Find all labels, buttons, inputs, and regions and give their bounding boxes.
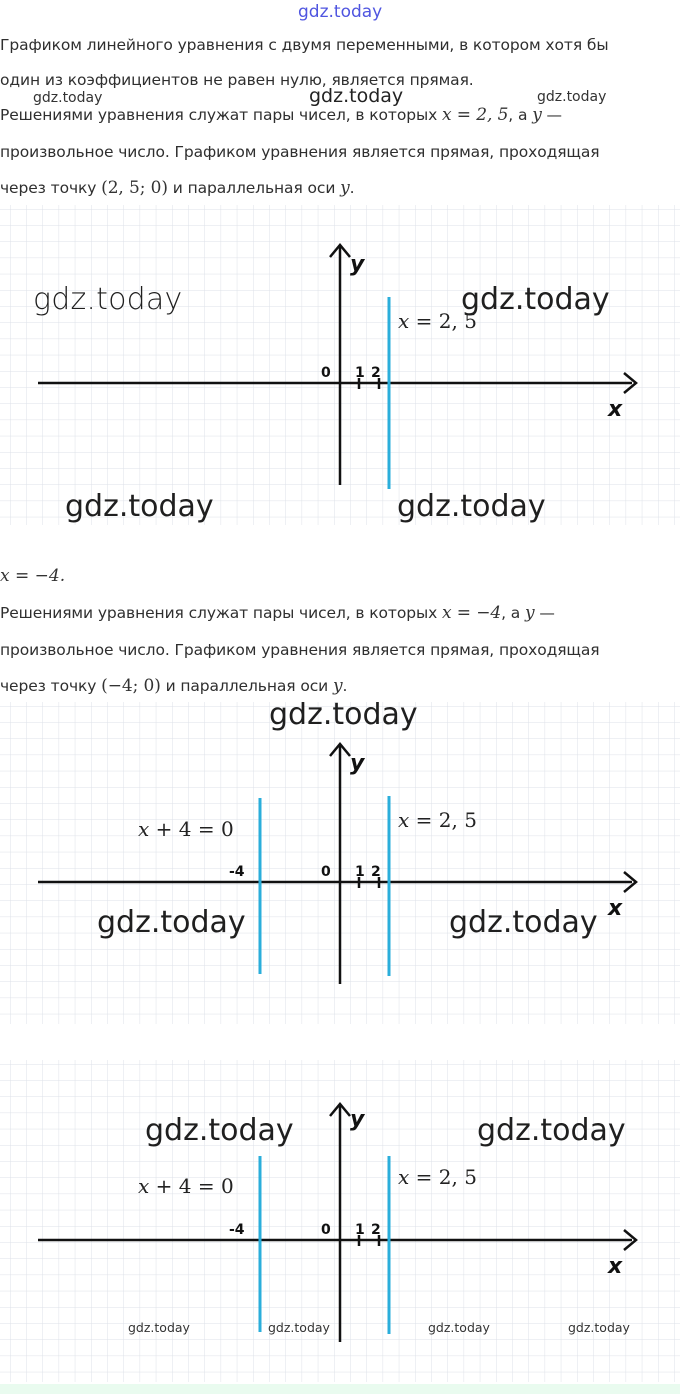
- text-run: —: [546, 106, 562, 124]
- eq-var: x: [398, 808, 410, 832]
- y-axis-label: y: [350, 252, 365, 277]
- watermark-text: gdz.today: [461, 282, 610, 317]
- tick-neg4-label: -4: [229, 1222, 245, 1238]
- eq-var: x: [398, 1165, 410, 1189]
- watermark-text: gdz.today: [97, 905, 246, 940]
- y-axis-label: y: [350, 1107, 365, 1132]
- graph-two-lines-repeat: [0, 1060, 680, 1382]
- origin-label: 0: [321, 864, 331, 880]
- paragraph-line: [0, 676, 347, 696]
- tick-neg4-label: -4: [229, 864, 245, 880]
- origin-label: 0: [321, 365, 331, 381]
- paragraph-line: Графиком линейного уравнения с двумя переменными, в котором хотя бы: [0, 36, 609, 54]
- eq-rest: = 2, 5: [409, 808, 477, 832]
- math-variable: y: [525, 603, 535, 623]
- watermark-text: gdz.today: [33, 90, 103, 106]
- tick-1-label: 1: [355, 1222, 365, 1238]
- paragraph-line: произвольное число. Графиком уравнения является прямая, проходящая: [0, 143, 600, 161]
- eq-var: x: [138, 817, 150, 841]
- watermark-text: gdz.today: [568, 1320, 630, 1335]
- tick-2-label: 2: [371, 864, 381, 880]
- paragraph-line: [0, 603, 555, 623]
- bottom-band: [0, 1384, 680, 1394]
- math-variable: y: [332, 676, 343, 696]
- equation-label: [398, 808, 477, 832]
- text-run: через точку: [0, 179, 97, 197]
- eq-rest: = 2, 5: [409, 309, 477, 333]
- tick-2-label: 2: [371, 365, 381, 381]
- math-variable: y: [340, 178, 350, 198]
- text-run: , а: [508, 106, 528, 124]
- watermark-text: gdz.today: [477, 1113, 626, 1148]
- watermark-text: gdz.today: [428, 1320, 490, 1335]
- graph-two-lines: [0, 702, 680, 1024]
- tick-1-label: 1: [355, 864, 365, 880]
- eq-var: x: [138, 1174, 150, 1198]
- text-run: Решениями уравнения служат пары чисел, в которых: [0, 604, 438, 622]
- graph-x-2-5: [0, 205, 680, 525]
- site-watermark: gdz.today: [298, 2, 383, 22]
- watermark-text: gdz.today: [449, 905, 598, 940]
- math-expression: x = −4: [442, 603, 502, 623]
- watermark-text: gdz.today: [128, 1320, 190, 1335]
- paragraph-line: один из коэффициентов не равен нулю, является прямая.: [0, 71, 474, 89]
- watermark-text: gdz.today: [309, 85, 404, 107]
- watermark-text: gdz.today: [537, 89, 607, 105]
- watermark-text: gdz.today: [397, 489, 546, 524]
- math-expression: (−4; 0): [101, 676, 161, 696]
- equation-label: [138, 1174, 234, 1198]
- paragraph-line: [0, 105, 562, 125]
- paragraph-line: [0, 178, 354, 198]
- text-run: , а: [501, 604, 521, 622]
- math-expression: x = 2, 5: [442, 105, 509, 125]
- watermark-text: gdz.today: [65, 489, 214, 524]
- text-run: и параллельная оси: [165, 677, 329, 695]
- equation-heading: x = −4.: [0, 566, 66, 586]
- text-run: .: [342, 677, 348, 695]
- text-run: Решениями уравнения служат пары чисел, в которых: [0, 106, 438, 124]
- text-run: —: [539, 604, 555, 622]
- watermark-text: gdz.today: [268, 1320, 330, 1335]
- y-axis-label: y: [350, 751, 365, 776]
- watermark-text: gdz.today: [33, 282, 183, 317]
- eq-rest: + 4 = 0: [149, 1174, 234, 1198]
- x-axis-label: x: [608, 1254, 623, 1279]
- text-run: и параллельная оси: [172, 179, 336, 197]
- tick-2-label: 2: [371, 1222, 381, 1238]
- paragraph-line: произвольное число. Графиком уравнения является прямая, проходящая: [0, 641, 600, 659]
- x-axis-label: x: [608, 896, 623, 921]
- origin-label: 0: [321, 1222, 331, 1238]
- math-expression: (2, 5; 0): [101, 178, 168, 198]
- text-run: .: [349, 179, 355, 197]
- watermark-text: gdz.today: [269, 702, 418, 732]
- tick-1-label: 1: [355, 365, 365, 381]
- eq-rest: + 4 = 0: [149, 817, 234, 841]
- equation-label: [398, 1165, 477, 1189]
- equation-label: [138, 817, 234, 841]
- x-axis-label: x: [608, 397, 623, 422]
- text-run: через точку: [0, 677, 97, 695]
- watermark-text: gdz.today: [145, 1113, 294, 1148]
- math-variable: y: [532, 105, 542, 125]
- eq-var: x: [398, 309, 410, 333]
- eq-rest: = 2, 5: [409, 1165, 477, 1189]
